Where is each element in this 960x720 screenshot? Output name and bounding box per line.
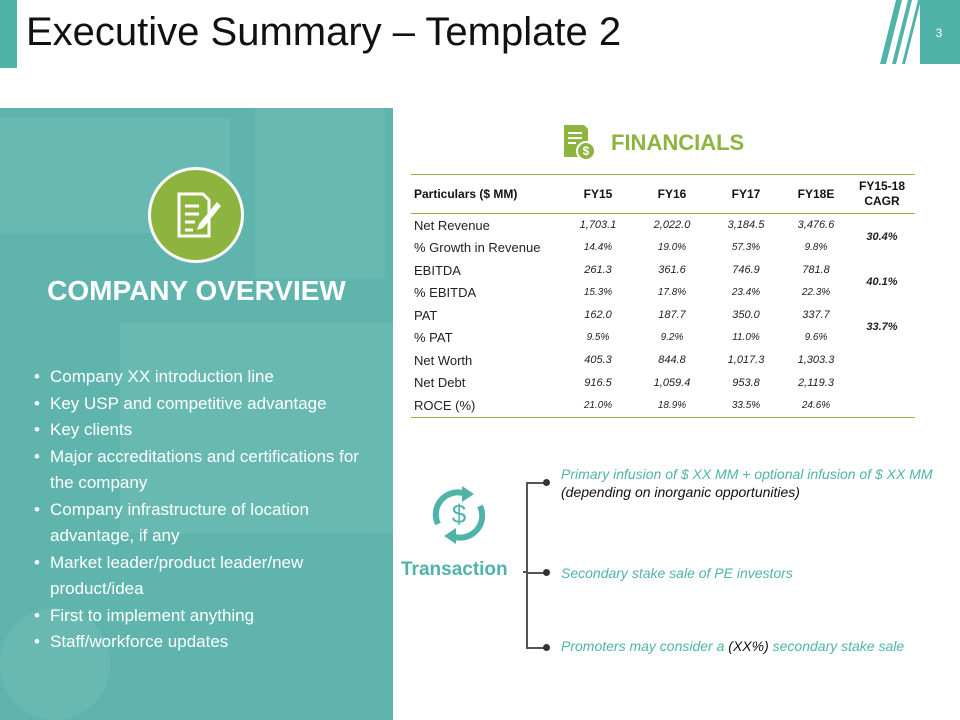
promoters-text-end: secondary stake sale xyxy=(772,638,905,654)
svg-text:$: $ xyxy=(582,144,590,158)
table-cell: 261.3 xyxy=(584,264,612,277)
table-row xyxy=(411,259,915,282)
cagr-cell: 40.1% xyxy=(866,275,898,288)
overview-bullet: • First to implement anything xyxy=(34,603,384,630)
table-cell: 953.8 xyxy=(732,376,760,389)
table-row xyxy=(411,237,915,260)
transaction-item-primary xyxy=(561,465,941,501)
table-cell: 2,022.0 xyxy=(653,219,691,232)
table-cell: 9.2% xyxy=(660,332,684,344)
table-cell: 187.7 xyxy=(658,309,686,322)
svg-text:$: $ xyxy=(451,499,467,529)
table-cell: 15.3% xyxy=(583,287,613,299)
table-row xyxy=(411,349,915,372)
row-label: EBITDA xyxy=(414,262,461,278)
dollar-refresh-icon xyxy=(424,484,494,546)
overview-bullet: • Staff/workforce updates xyxy=(34,629,384,656)
cagr-cell: 33.7% xyxy=(866,320,898,333)
empty-cell xyxy=(849,394,915,417)
column-header: FY16 xyxy=(635,175,709,214)
column-header: FY17 xyxy=(709,175,783,214)
table-cell: 14.4% xyxy=(583,242,613,254)
table-row xyxy=(411,372,915,395)
overview-bullet: • Key USP and competitive advantage xyxy=(34,391,384,418)
row-label: Net Worth xyxy=(414,352,473,368)
column-header: FY15 xyxy=(561,175,635,214)
table-row xyxy=(411,214,915,237)
slide-number: 3 xyxy=(935,26,943,40)
primary-infusion-text: Primary infusion of $ XX MM + optional infusion of $ XX MM xyxy=(561,466,933,482)
tree-node-dot xyxy=(543,644,550,651)
table-row xyxy=(411,304,915,327)
row-label: % Growth in Revenue xyxy=(414,240,541,256)
table-row xyxy=(411,394,915,417)
table-cell: 746.9 xyxy=(732,264,760,277)
company-overview-heading: COMPANY OVERVIEW xyxy=(47,275,346,306)
table-cell: 1,303.3 xyxy=(797,354,835,367)
table-cell: 57.3% xyxy=(731,242,761,254)
transaction-item-secondary: Secondary stake sale of PE investors xyxy=(561,565,793,581)
table-cell: 9.8% xyxy=(804,242,828,254)
empty-cell xyxy=(849,372,915,395)
page-title: Executive Summary – Template 2 xyxy=(26,10,622,54)
table-cell: 9.5% xyxy=(586,332,610,344)
column-header: Particulars ($ MM) xyxy=(411,175,561,214)
tree-vertical-line xyxy=(526,482,528,648)
row-label: PAT xyxy=(414,307,438,323)
table-cell: 22.3% xyxy=(801,287,831,299)
financial-document-icon xyxy=(562,123,596,161)
table-cell: 17.8% xyxy=(657,287,687,299)
overview-bullet: • Company XX introduction line xyxy=(34,364,384,391)
table-cell: 844.8 xyxy=(658,354,686,367)
overview-bullet-list xyxy=(34,364,384,656)
row-label: Net Revenue xyxy=(414,217,490,233)
overview-bullet: • Major accreditations and certifications for the company xyxy=(34,444,384,497)
table-cell: 11.0% xyxy=(732,332,760,344)
promoters-text-start: Promoters may consider a xyxy=(561,638,725,654)
overview-icon-circle xyxy=(148,167,244,263)
table-row xyxy=(411,327,915,350)
table-cell: 350.0 xyxy=(732,309,760,322)
table-cell: 19.0% xyxy=(657,242,687,254)
row-label: Net Debt xyxy=(414,375,466,391)
table-cell: 1,059.4 xyxy=(653,376,691,389)
transaction-item-promoters xyxy=(561,637,956,655)
table-cell: 33.5% xyxy=(709,394,783,417)
document-edit-icon xyxy=(169,188,225,244)
row-label: ROCE (%) xyxy=(411,394,561,417)
column-header: FY15-18 CAGR xyxy=(849,175,915,214)
financials-table xyxy=(411,174,915,418)
overview-bullet: • Company infrastructure of location advantage, if any xyxy=(34,497,384,550)
table-cell: 24.6% xyxy=(783,394,849,417)
table-cell: 337.7 xyxy=(802,309,830,322)
table-cell: 21.0% xyxy=(561,394,635,417)
overview-bullet: • Key clients xyxy=(34,417,384,444)
table-cell: 18.9% xyxy=(635,394,709,417)
table-cell: 1,703.1 xyxy=(579,219,617,232)
column-header: FY18E xyxy=(783,175,849,214)
table-cell: 2,119.3 xyxy=(798,376,834,389)
promoters-percentage: (XX%) xyxy=(728,638,769,654)
table-header-row xyxy=(411,175,915,214)
background-notebook-shape xyxy=(255,108,385,278)
table-cell: 162.0 xyxy=(584,309,612,322)
row-label: % PAT xyxy=(414,330,453,346)
table-cell: 23.4% xyxy=(731,287,761,299)
table-row xyxy=(411,282,915,305)
table-cell: 361.6 xyxy=(658,264,686,277)
row-label: % EBITDA xyxy=(414,285,477,301)
tree-node-dot xyxy=(543,479,550,486)
overview-bullet: • Market leader/product leader/new product/idea xyxy=(34,550,384,603)
table-cell: 3,476.6 xyxy=(797,219,835,232)
transaction-label: Transaction xyxy=(401,559,508,580)
table-cell: 916.5 xyxy=(584,376,612,389)
title-accent-bar xyxy=(0,0,17,68)
table-cell: 3,184.5 xyxy=(727,219,765,232)
empty-cell xyxy=(849,349,915,372)
table-cell: 781.8 xyxy=(802,264,830,277)
table-cell: 1,017.3 xyxy=(727,354,765,367)
table-cell: 9.6% xyxy=(804,332,828,344)
primary-infusion-note: (depending on inorganic opportunities) xyxy=(561,484,800,500)
cagr-cell: 30.4% xyxy=(866,230,898,243)
table-cell: 405.3 xyxy=(584,354,612,367)
tree-node-dot xyxy=(543,569,550,576)
financials-title: FINANCIALS xyxy=(611,130,745,155)
